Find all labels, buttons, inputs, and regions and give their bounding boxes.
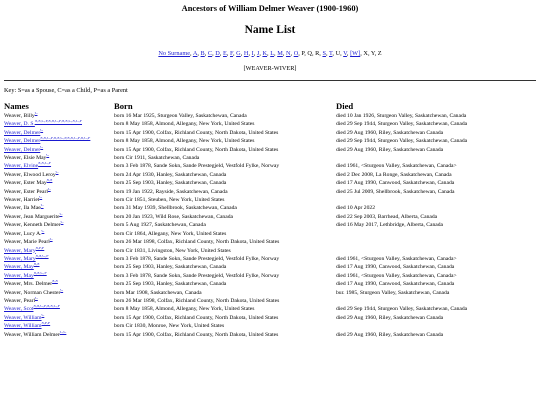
person-name[interactable]: Weaver, Scot: [4, 306, 34, 313]
letter-separator: ,: [298, 50, 302, 57]
died-cell: [336, 230, 536, 238]
person-name: Weaver, Billy: [4, 113, 35, 119]
name-cell: [4, 162, 114, 170]
name-cell: [4, 280, 114, 288]
died-cell: died 29 Sep 1944, Sturgeon Valley, Saskatchewan, Canada: [336, 138, 468, 145]
name-cell: [4, 263, 114, 271]
died-cell: bur. 1985, Sturgeon Valley, Saskatchewan, Canada: [336, 289, 450, 296]
person-name: Weaver, Marie Pearl: [4, 239, 50, 246]
table-row: [4, 230, 536, 238]
surname-tag: [WEAVER-WIVER]: [243, 65, 297, 72]
died-cell: died 17 Aug 1990, Canwood, Saskatchewan, Canada: [336, 281, 455, 288]
name-cell: [4, 154, 114, 162]
died-cell: died 29 Sep 1944, Sturgeon Valley, Saskatchewan, Canada: [336, 306, 468, 313]
table-row: [4, 188, 536, 196]
died-cell: died 17 Aug 1990, Canwood, Saskatchewan, Canada: [336, 264, 455, 271]
letter-index-item[interactable]: No Surname: [158, 50, 191, 57]
table-row: [4, 146, 536, 154]
died-cell: died 29 Aug 1960, Riley, Saskatchewan Canada: [336, 129, 444, 136]
letter-separator: ,: [282, 50, 286, 57]
table-row: [4, 272, 536, 280]
letter-index-item[interactable]: H: [243, 50, 249, 57]
born-cell: born 20 Jan 1923, Wild Rose, Saskatchewan, Canada: [114, 213, 233, 220]
letter-index-item[interactable]: B: [200, 50, 205, 57]
table-row: [4, 137, 536, 145]
table-header-row: [4, 99, 536, 112]
relation-tag-link[interactable]: S,S: [52, 280, 58, 284]
died-cell: died 29 Sep 1944, Sturgeon Valley, Saskatchewan, Canada: [336, 121, 468, 128]
letter-separator: ,: [197, 50, 201, 57]
person-name: Weaver, Harriet: [4, 197, 40, 204]
letter-separator: ,: [325, 50, 330, 57]
letter-index-item: R: [315, 50, 320, 57]
relation-tag-link[interactable]: C: [59, 212, 63, 217]
born-cell: born Mar 1908, Saskatchewan, Canada: [114, 289, 202, 296]
relation-tag-link[interactable]: C: [39, 196, 43, 200]
letter-index-item: P: [301, 50, 305, 57]
relation-tag-link[interactable]: S,P,P: [41, 322, 51, 326]
table-row: [4, 162, 536, 170]
person-name[interactable]: Weaver, William: [4, 323, 42, 330]
letter-index-item[interactable]: D: [215, 50, 220, 57]
letter-index-item[interactable]: E: [222, 50, 227, 57]
died-cell: died 2 Dec 2008, La Ronge, Saskatchewan, Canada: [336, 171, 452, 178]
name-cell: [4, 314, 114, 322]
person-name[interactable]: Weaver, Mary: [4, 247, 36, 254]
name-cell: [4, 213, 114, 221]
relation-tag-link[interactable]: S,S,C,P,S,S,C,P: [33, 305, 60, 309]
relation-tag-link[interactable]: C: [34, 112, 38, 116]
relation-tag-link[interactable]: C: [60, 221, 64, 225]
letter-index-item: Y: [370, 50, 375, 57]
person-name: Weaver, Elsie May: [4, 155, 47, 162]
letter-index-item[interactable]: K: [262, 50, 268, 57]
letter-separator: ,: [190, 50, 193, 57]
name-cell: [4, 255, 114, 263]
born-cell: born 15 Apr 1900, Colfax, Richland County, North Dakota, United States: [114, 314, 279, 321]
died-cell: died 29 Aug 1960, Riley, Saskatchewan Canada: [336, 331, 444, 338]
died-cell: died 25 Jul 2009, Shellbrook, Saskatchewan, Canada: [336, 188, 455, 195]
letter-index-item[interactable]: G: [236, 50, 241, 57]
name-cell: [4, 179, 114, 187]
name-cell: [4, 171, 114, 179]
table-row: [4, 204, 536, 212]
born-cell: born 3 Feb 1878, Sande Sokn, Sande Prestegjeld, Vestfold Fylke, Norway: [114, 163, 280, 170]
letter-separator: ,: [319, 50, 323, 57]
letter-separator: ,: [290, 50, 294, 57]
person-name[interactable]: Weaver, May: [4, 264, 34, 271]
person-name: Weaver, Kenneth Delmer: [4, 222, 61, 229]
table-row: [4, 331, 536, 339]
person-name[interactable]: Weaver, Delmer: [4, 146, 41, 153]
letter-index-item[interactable]: O: [293, 50, 299, 57]
letter-separator: ,: [340, 50, 344, 57]
died-cell: [336, 154, 536, 162]
born-cell: born Cir 1830, Monroe, New York, United States: [114, 323, 225, 330]
letter-separator: ,: [304, 50, 308, 57]
table-row: [4, 297, 536, 305]
died-cell: died 22 Sep 2003, Barrhead, Alberta, Canada: [336, 213, 438, 220]
person-name: Weaver, Pearl: [4, 297, 36, 304]
letter-separator: ,: [374, 50, 378, 57]
letter-index-item[interactable]: J: [256, 50, 260, 57]
relation-tag-link[interactable]: C: [35, 296, 38, 301]
person-name: Weaver, Ester Pearl: [4, 188, 48, 195]
born-cell: born 15 Apr 1900, Colfax, Richland County, North Dakota, United States: [114, 146, 279, 153]
name-cell: [4, 196, 114, 204]
letter-index-item[interactable]: L: [270, 50, 275, 57]
letter-index-item: Q: [307, 50, 312, 57]
page-heading: Name List: [244, 24, 296, 36]
letter-index-item: X: [363, 50, 368, 57]
relation-tag-link[interactable]: C: [40, 128, 44, 132]
died-cell: died 17 Aug 1990, Canwood, Saskatchewan, Canada: [336, 180, 455, 187]
table-row: [4, 179, 536, 187]
person-name: Weaver, Ester May: [4, 180, 47, 187]
name-cell: [4, 129, 114, 137]
born-cell: born 26 Mar 1898, Colfax, Richland County, North Dakota, United States: [114, 297, 280, 304]
died-column-header: Died: [336, 100, 354, 111]
person-name[interactable]: Weaver, Mary: [4, 255, 36, 262]
name-cell: [4, 297, 114, 305]
table-row: [4, 154, 536, 162]
person-name[interactable]: Weaver, D. S.: [4, 121, 35, 128]
letter-separator: ,: [267, 50, 271, 57]
table-row: [4, 263, 536, 271]
person-name: Weaver, Jean Marguerite: [4, 213, 60, 220]
born-cell: born Cir 1851, Steuben, New York, United States: [114, 197, 225, 204]
relation-tag-link[interactable]: S,P,P: [35, 246, 45, 250]
died-cell: died 1961, <Sturgeon Valley, Saskatchewan, Canada>: [336, 255, 457, 262]
letter-index-item[interactable]: S: [322, 50, 326, 57]
born-cell: born 5 Aug 1927, Saskatchewan, Canada: [114, 222, 206, 229]
person-name: Weaver, Ila Mae: [4, 205, 41, 212]
name-cell: [4, 120, 114, 128]
relation-tag-link[interactable]: S,S,C,P,S,S,C,P,S,S,C,S,C,P: [34, 120, 83, 124]
name-cell: [4, 331, 114, 339]
letter-separator: ,: [240, 50, 244, 57]
person-name[interactable]: Weaver, May: [4, 272, 34, 279]
born-cell: born 31 May 1939, Shellbrook, Saskatchewan, Canada: [114, 205, 237, 212]
table-row: [4, 213, 536, 221]
letter-separator: ,: [204, 50, 208, 57]
key-legend: Key: S=as a Spouse, C=as a Child, P=as a Parent: [4, 87, 128, 94]
relation-tag-link[interactable]: S,S: [33, 263, 40, 267]
born-cell: born 25 Sep 1903, Hanley, Saskatchewan, Canada: [114, 180, 227, 187]
letter-index-item[interactable]: [W]: [350, 50, 361, 57]
letter-index-item[interactable]: C: [207, 50, 213, 57]
table-row: [4, 221, 536, 229]
born-cell: born 15 Apr 1900, Colfax, Richland County, North Dakota, United States: [114, 331, 279, 338]
relation-tag-link[interactable]: C: [40, 204, 44, 208]
born-cell: born 3 Feb 1878, Sande Sokn, Sande Prestegjeld, Vestfold Fylke, Norway: [114, 272, 280, 279]
born-cell: born 8 May 1858, Almond, Allegany, New York, United States: [114, 306, 255, 313]
relation-tag-link[interactable]: C: [60, 288, 64, 292]
born-cell: born Cir 1864, Allegany, New York, United States: [114, 230, 227, 237]
letter-index-item: U: [335, 50, 341, 57]
born-column-header: Born: [114, 100, 133, 111]
relation-tag-link[interactable]: S,S,C,P: [33, 271, 47, 275]
letter-separator: ,: [212, 50, 216, 57]
name-cell: [4, 247, 114, 255]
person-name[interactable]: Weaver, William: [4, 314, 42, 321]
letter-separator: ,: [367, 50, 371, 57]
name-cell: [4, 221, 114, 229]
died-cell: died 29 Aug 1960, Riley, Saskatchewan Canada: [336, 146, 444, 153]
died-cell: [336, 238, 536, 246]
born-cell: born 15 Apr 1900, Colfax, Richland County, North Dakota, United States: [114, 129, 279, 136]
relation-tag-link[interactable]: S,S,C,P: [38, 162, 52, 166]
name-cell: [4, 188, 114, 196]
name-cell: [4, 137, 114, 145]
name-cell: [4, 305, 114, 313]
name-cell: [4, 146, 114, 154]
relation-tag-link[interactable]: S,S,C,P: [35, 254, 49, 259]
table-row: [4, 255, 536, 263]
letter-separator: ,: [248, 50, 252, 57]
born-cell: born 16 Mar 1925, Sturgeon Valley, Saskatchewan, Canada: [114, 113, 247, 119]
table-row: [4, 280, 536, 288]
person-name: Weaver, William Delmer: [4, 331, 60, 338]
letter-separator: ,: [274, 50, 278, 57]
born-cell: born 8 May 1858, Almond, Allegany, New York, United States: [114, 138, 255, 145]
letter-index-item[interactable]: A: [192, 50, 198, 57]
born-cell: born 8 May 1858, Almond, Allegany, New York, United States: [114, 121, 255, 128]
person-name: Weaver, Elwood Leroy: [4, 171, 56, 178]
letter-index-item[interactable]: M: [277, 50, 283, 57]
born-cell: born Cir 1911, Saskatchewan, Canada: [114, 155, 200, 162]
letter-index-item[interactable]: I: [251, 50, 254, 57]
letter-separator: ,: [311, 50, 316, 57]
letter-separator: ,: [360, 50, 364, 57]
relation-tag-link[interactable]: S,S: [46, 179, 53, 183]
table-row: [4, 129, 536, 137]
person-name: Weaver, Mrs. Delmer: [4, 281, 53, 288]
table-row: [4, 314, 536, 322]
born-cell: born 19 Jan 1922, Rayside, Saskatchewan, Canada: [114, 188, 228, 195]
letter-separator: ,: [346, 50, 351, 57]
table-row: [4, 196, 536, 204]
died-cell: died 10 Jan 1926, Sturgeon Valley, Saskatchewan, Canada: [336, 113, 467, 119]
names-column-header: Names: [4, 100, 29, 111]
person-name[interactable]: Weaver, Delmer: [4, 138, 41, 145]
table-row: [4, 322, 536, 330]
names-table: [4, 99, 536, 339]
relation-tag-link[interactable]: C: [46, 154, 50, 158]
table-row: [4, 289, 536, 297]
name-cell: [4, 322, 114, 330]
died-cell: died 29 Aug 1960, Riley, Saskatchewan Canada: [336, 314, 444, 321]
name-cell: [4, 272, 114, 280]
relation-tag-link[interactable]: C: [40, 145, 44, 149]
born-cell: born 25 Sep 1903, Hanley, Saskatchewan, Canada: [114, 281, 227, 288]
person-name: Weaver, Lucy A.: [4, 230, 42, 237]
letter-separator: ,: [253, 50, 257, 57]
born-cell: born 3 Feb 1878, Sande Sokn, Sande Prestegjeld, Vestfold Fylke, Norway: [114, 255, 280, 262]
relation-tag-link[interactable]: C: [41, 229, 45, 233]
died-cell: died 16 May 2017, Lethbridge, Alberta, Canada: [336, 222, 444, 229]
died-cell: [336, 297, 536, 305]
table-row: [4, 305, 536, 313]
died-cell: [336, 196, 536, 204]
letter-separator: ,: [226, 50, 230, 57]
name-cell: [4, 289, 114, 297]
relation-tag-link[interactable]: C: [49, 238, 53, 242]
name-cell: [4, 204, 114, 212]
relation-tag-link[interactable]: C,C: [59, 330, 67, 334]
table-row: [4, 238, 536, 246]
letter-index-item[interactable]: F: [230, 50, 233, 57]
letter-index-bar: [0, 50, 540, 58]
died-cell: died 1961, <Sturgeon Valley, Saskatchewan, Canada>: [336, 272, 457, 279]
relation-tag-link[interactable]: C: [47, 187, 51, 191]
table-row: [4, 247, 536, 255]
died-cell: died 10 Apr 2022: [336, 205, 375, 212]
person-name[interactable]: Weaver, Delmer: [4, 129, 41, 136]
born-cell: born 24 Apr 1930, Hanley, Saskatchewan, Canada: [114, 171, 227, 178]
letter-separator: ,: [332, 50, 336, 57]
name-cell: [4, 230, 114, 238]
letter-separator: ,: [219, 50, 223, 57]
letter-index-item[interactable]: T: [329, 50, 333, 57]
died-cell: [336, 322, 536, 330]
table-row: [4, 120, 536, 128]
name-cell: [4, 112, 114, 120]
table-row: [4, 112, 536, 120]
relation-tag-link[interactable]: C: [41, 313, 45, 317]
name-cell: [4, 238, 114, 246]
letter-index-item[interactable]: V: [343, 50, 347, 57]
person-name[interactable]: Weaver, Elvine: [4, 163, 39, 170]
died-cell: died 1961, <Sturgeon Valley, Saskatchewan, Canada>: [336, 163, 457, 170]
relation-tag-link[interactable]: S,S,C,P,S,S,C,P,S,S,C,P,S,C,P: [40, 137, 91, 141]
page-top-title: Ancestors of William Delmer Weaver (1900-1960): [181, 4, 359, 13]
letter-separator: ,: [233, 50, 237, 57]
died-cell: [336, 247, 536, 255]
born-cell: born 26 Mar 1898, Colfax, Richland County, North Dakota, United States: [114, 239, 280, 246]
born-cell: born Cir 1831, Livingston, New York, United States: [114, 247, 231, 254]
letter-index-item[interactable]: N: [285, 50, 291, 57]
relation-tag-link[interactable]: C: [55, 170, 59, 174]
person-name: Weaver, Norman Chester: [4, 289, 61, 296]
letter-separator: ,: [259, 50, 263, 57]
letter-index-item: Z: [377, 50, 382, 57]
table-row: [4, 171, 536, 179]
born-cell: born 25 Sep 1903, Hanley, Saskatchewan, Canada: [114, 264, 227, 271]
